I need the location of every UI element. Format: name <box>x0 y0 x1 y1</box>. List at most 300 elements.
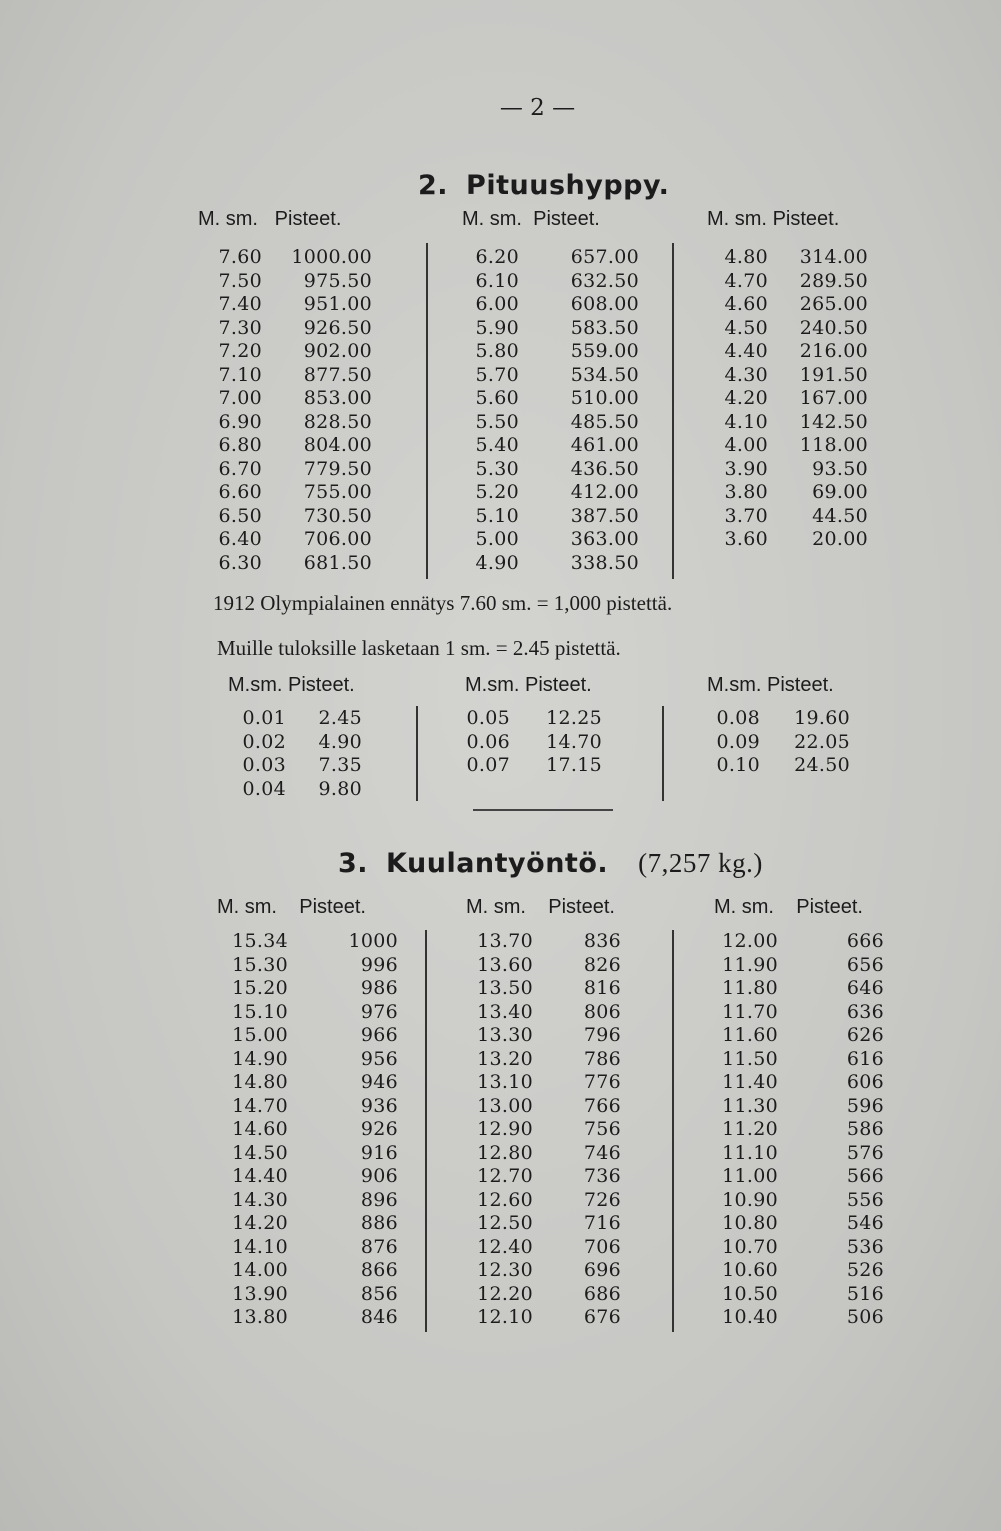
table-row <box>212 458 372 482</box>
points-value: 526 <box>846 1259 884 1281</box>
table-row <box>212 293 372 317</box>
column-divider <box>672 243 674 579</box>
points-value: 387.50 <box>570 504 639 527</box>
points-value: 22.05 <box>794 730 850 753</box>
distance-value: 7.00 <box>218 387 262 409</box>
points-value: 746 <box>583 1141 621 1164</box>
table-row <box>212 364 372 388</box>
table-row <box>212 434 372 458</box>
table-row <box>212 340 372 364</box>
points-value: 1000.00 <box>291 246 372 268</box>
distance-value: 14.40 <box>232 1165 288 1187</box>
table-row <box>224 1306 398 1330</box>
table-row <box>720 1283 884 1307</box>
table-row <box>718 340 868 364</box>
table-row <box>460 707 602 731</box>
distance-value: 0.07 <box>466 754 510 776</box>
table-row <box>224 1189 398 1213</box>
table-row <box>224 1212 398 1236</box>
points-value: 877.50 <box>303 363 372 386</box>
table-row <box>720 1259 884 1283</box>
distance-value: 11.40 <box>722 1071 778 1093</box>
points-value: 730.50 <box>303 504 372 527</box>
column-header <box>462 208 600 231</box>
column-header <box>228 674 355 697</box>
distance-value: 4.80 <box>724 246 768 268</box>
distance-value: 11.10 <box>722 1141 778 1164</box>
distance-value: 10.60 <box>722 1259 778 1281</box>
table-row <box>720 1189 884 1213</box>
distance-value: 15.34 <box>232 930 288 952</box>
results-column <box>469 246 639 575</box>
points-value: 240.50 <box>799 316 868 339</box>
table-row <box>473 1001 621 1025</box>
points-value: 896 <box>360 1188 398 1211</box>
points-value: 926.50 <box>303 316 372 339</box>
distance-value: 10.90 <box>722 1188 778 1211</box>
table-row <box>720 977 884 1001</box>
table-row <box>212 481 372 505</box>
table-row <box>473 1024 621 1048</box>
section-title-kuulantyonto <box>338 848 763 879</box>
distance-value: 7.30 <box>218 316 262 339</box>
distance-value: 3.80 <box>724 481 768 503</box>
distance-value: 0.10 <box>716 754 760 776</box>
table-row <box>212 317 372 341</box>
points-value: 191.50 <box>799 363 868 386</box>
points-value: 975.50 <box>303 269 372 292</box>
table-row <box>473 1189 621 1213</box>
distance-value: 12.70 <box>477 1165 533 1187</box>
distance-value: 7.10 <box>218 363 262 386</box>
distance-value: 0.09 <box>716 730 760 753</box>
table-row <box>469 340 639 364</box>
points-value: 706 <box>583 1235 621 1258</box>
points-value: 216.00 <box>799 340 868 362</box>
distance-value: 5.50 <box>475 410 519 433</box>
points-value: 167.00 <box>799 387 868 409</box>
points-value: 696 <box>583 1259 621 1281</box>
points-value: 806 <box>583 1000 621 1023</box>
distance-value: 6.80 <box>218 434 262 456</box>
points-value: 510.00 <box>570 387 639 409</box>
points-value: 681.50 <box>303 551 372 574</box>
table-row <box>469 411 639 435</box>
section-separator <box>473 809 613 811</box>
table-row <box>212 528 372 552</box>
points-value: 9.80 <box>318 777 362 800</box>
distance-value: 10.40 <box>722 1306 778 1328</box>
distance-value: 14.10 <box>232 1235 288 1258</box>
distance-value: 6.90 <box>218 410 262 433</box>
column-header <box>707 208 839 231</box>
results-column <box>460 707 602 778</box>
results-column <box>473 930 621 1330</box>
points-value: 586 <box>846 1118 884 1140</box>
results-column <box>212 246 372 575</box>
distance-value: 4.30 <box>724 363 768 386</box>
table-row <box>720 1048 884 1072</box>
header-m: M.sm. <box>228 674 283 696</box>
table-row <box>469 270 639 294</box>
points-value: 706.00 <box>303 528 372 550</box>
table-row <box>469 458 639 482</box>
conversion-note: Muille tuloksille lasketaan 1 sm. = 2.45 pistettä. <box>217 636 621 660</box>
distance-value: 3.90 <box>724 457 768 480</box>
header-m: M. sm. <box>707 208 767 230</box>
points-value: 866 <box>360 1259 398 1281</box>
distance-value: 0.05 <box>466 707 510 729</box>
points-value: 951.00 <box>303 293 372 315</box>
distance-value: 13.20 <box>477 1047 533 1070</box>
distance-value: 7.40 <box>218 293 262 315</box>
distance-value: 10.70 <box>722 1235 778 1258</box>
distance-value: 4.40 <box>724 340 768 362</box>
points-value: 576 <box>846 1141 884 1164</box>
table-row <box>460 731 602 755</box>
table-row <box>718 293 868 317</box>
points-value: 566 <box>846 1165 884 1187</box>
points-value: 779.50 <box>303 457 372 480</box>
header-m: M. sm. <box>714 896 774 918</box>
column-divider <box>425 930 427 1332</box>
header-m: M. sm. <box>217 896 277 918</box>
table-row <box>469 505 639 529</box>
table-row <box>473 954 621 978</box>
column-header <box>465 674 592 697</box>
distance-value: 5.70 <box>475 363 519 386</box>
points-value: 93.50 <box>812 457 868 480</box>
distance-value: 13.00 <box>477 1094 533 1117</box>
table-row <box>212 552 372 576</box>
points-value: 804.00 <box>303 434 372 456</box>
table-row <box>226 731 362 755</box>
table-row <box>469 246 639 270</box>
column-divider <box>416 706 418 801</box>
header-m: M. sm. <box>466 896 526 918</box>
points-value: 19.60 <box>794 707 850 729</box>
points-value: 676 <box>583 1306 621 1328</box>
table-row <box>224 1048 398 1072</box>
column-header <box>466 896 615 919</box>
table-row <box>718 528 868 552</box>
table-row <box>718 364 868 388</box>
distance-value: 13.50 <box>477 977 533 999</box>
column-divider <box>672 930 674 1332</box>
section-weight: (7,257 kg.) <box>638 848 763 878</box>
points-value: 436.50 <box>570 457 639 480</box>
distance-value: 5.40 <box>475 434 519 456</box>
table-row <box>469 293 639 317</box>
distance-value: 0.03 <box>242 754 286 776</box>
points-value: 936 <box>360 1094 398 1117</box>
table-row <box>224 954 398 978</box>
distance-value: 3.70 <box>724 504 768 527</box>
points-value: 142.50 <box>799 410 868 433</box>
column-header <box>198 208 341 231</box>
table-row <box>720 1118 884 1142</box>
distance-value: 0.06 <box>466 730 510 753</box>
table-row <box>469 528 639 552</box>
distance-value: 6.00 <box>475 293 519 315</box>
table-row <box>473 977 621 1001</box>
distance-value: 10.50 <box>722 1282 778 1305</box>
section-number: 2. <box>418 170 449 201</box>
points-value: 516 <box>846 1282 884 1305</box>
distance-value: 5.90 <box>475 316 519 339</box>
distance-value: 4.70 <box>724 269 768 292</box>
distance-value: 13.90 <box>232 1282 288 1305</box>
points-value: 846 <box>360 1306 398 1328</box>
distance-value: 12.60 <box>477 1188 533 1211</box>
points-value: 4.90 <box>318 730 362 753</box>
table-row <box>720 1165 884 1189</box>
points-value: 755.00 <box>303 481 372 503</box>
table-row <box>720 1071 884 1095</box>
page-number: — 2 — <box>499 95 576 121</box>
header-p: Pisteet. <box>767 674 834 696</box>
points-value: 726 <box>583 1188 621 1211</box>
distance-value: 13.30 <box>477 1024 533 1046</box>
distance-value: 6.70 <box>218 457 262 480</box>
points-value: 816 <box>583 977 621 999</box>
table-row <box>473 1048 621 1072</box>
distance-value: 6.30 <box>218 551 262 574</box>
points-value: 756 <box>583 1118 621 1140</box>
distance-value: 4.20 <box>724 387 768 409</box>
distance-value: 5.20 <box>475 481 519 503</box>
distance-value: 14.70 <box>232 1094 288 1117</box>
distance-value: 15.00 <box>232 1024 288 1046</box>
points-value: 836 <box>583 930 621 952</box>
distance-value: 4.50 <box>724 316 768 339</box>
points-value: 583.50 <box>570 316 639 339</box>
points-value: 265.00 <box>799 293 868 315</box>
table-row <box>226 754 362 778</box>
distance-value: 6.60 <box>218 481 262 503</box>
table-row <box>702 731 850 755</box>
table-row <box>720 1095 884 1119</box>
points-value: 338.50 <box>570 551 639 574</box>
table-row <box>473 1259 621 1283</box>
table-row <box>224 1071 398 1095</box>
points-value: 976 <box>360 1000 398 1023</box>
distance-value: 11.00 <box>722 1165 778 1187</box>
distance-value: 3.60 <box>724 528 768 550</box>
table-row <box>226 707 362 731</box>
distance-value: 5.60 <box>475 387 519 409</box>
table-row <box>473 1212 621 1236</box>
table-row <box>224 977 398 1001</box>
table-row <box>720 1142 884 1166</box>
points-value: 556 <box>846 1188 884 1211</box>
points-value: 626 <box>846 1024 884 1046</box>
points-value: 776 <box>583 1071 621 1093</box>
distance-value: 7.60 <box>218 246 262 268</box>
distance-value: 11.60 <box>722 1024 778 1046</box>
table-row <box>720 1212 884 1236</box>
distance-value: 14.90 <box>232 1047 288 1070</box>
table-row <box>212 387 372 411</box>
points-value: 412.00 <box>570 481 639 503</box>
points-value: 686 <box>583 1282 621 1305</box>
points-value: 559.00 <box>570 340 639 362</box>
points-value: 20.00 <box>812 528 868 550</box>
distance-value: 11.90 <box>722 953 778 976</box>
section-name: Kuulantyöntö. <box>386 848 609 879</box>
table-row <box>469 434 639 458</box>
distance-value: 13.70 <box>477 930 533 952</box>
table-row <box>473 1118 621 1142</box>
distance-value: 6.20 <box>475 246 519 268</box>
table-row <box>469 481 639 505</box>
points-value: 902.00 <box>303 340 372 362</box>
points-value: 657.00 <box>570 246 639 268</box>
points-value: 656 <box>846 953 884 976</box>
table-row <box>718 411 868 435</box>
header-p: Pisteet. <box>548 896 615 918</box>
distance-value: 4.60 <box>724 293 768 315</box>
points-value: 606 <box>846 1071 884 1093</box>
results-column <box>224 930 398 1330</box>
distance-value: 11.30 <box>722 1094 778 1117</box>
column-header <box>714 896 863 919</box>
distance-value: 11.80 <box>722 977 778 999</box>
points-value: 646 <box>846 977 884 999</box>
points-value: 946 <box>360 1071 398 1093</box>
distance-value: 5.00 <box>475 528 519 550</box>
distance-value: 4.10 <box>724 410 768 433</box>
distance-value: 13.60 <box>477 953 533 976</box>
table-row <box>469 552 639 576</box>
distance-value: 13.80 <box>232 1306 288 1328</box>
distance-value: 12.00 <box>722 930 778 952</box>
distance-value: 0.01 <box>242 707 286 729</box>
points-value: 485.50 <box>570 410 639 433</box>
header-m: M.sm. <box>707 674 762 696</box>
table-row <box>212 505 372 529</box>
distance-value: 0.02 <box>242 730 286 753</box>
table-row <box>226 778 362 802</box>
distance-value: 5.30 <box>475 457 519 480</box>
distance-value: 7.20 <box>218 340 262 362</box>
table-row <box>473 1071 621 1095</box>
column-divider <box>426 243 428 579</box>
header-p: Pisteet. <box>772 208 840 230</box>
points-value: 736 <box>583 1165 621 1187</box>
points-value: 289.50 <box>799 269 868 292</box>
distance-value: 14.00 <box>232 1259 288 1281</box>
table-row <box>720 1306 884 1330</box>
table-row <box>720 1024 884 1048</box>
header-p: Pisteet. <box>274 208 342 230</box>
distance-value: 12.50 <box>477 1212 533 1234</box>
distance-value: 0.04 <box>242 777 286 800</box>
table-row <box>224 1095 398 1119</box>
distance-value: 7.50 <box>218 269 262 292</box>
distance-value: 15.30 <box>232 953 288 976</box>
table-row <box>224 1142 398 1166</box>
table-row <box>473 1095 621 1119</box>
table-row <box>473 1306 621 1330</box>
table-row <box>469 364 639 388</box>
distance-value: 15.20 <box>232 977 288 999</box>
distance-value: 15.10 <box>232 1000 288 1023</box>
results-column <box>718 246 868 552</box>
points-value: 534.50 <box>570 363 639 386</box>
results-column <box>720 930 884 1330</box>
points-value: 853.00 <box>303 387 372 409</box>
table-row <box>473 930 621 954</box>
points-value: 1000 <box>348 930 398 952</box>
distance-value: 14.80 <box>232 1071 288 1093</box>
table-row <box>212 270 372 294</box>
distance-value: 11.70 <box>722 1000 778 1023</box>
table-row <box>720 1001 884 1025</box>
table-row <box>718 481 868 505</box>
points-value: 916 <box>360 1141 398 1164</box>
points-value: 876 <box>360 1235 398 1258</box>
points-value: 461.00 <box>570 434 639 456</box>
table-row <box>224 1024 398 1048</box>
header-m: M. sm. <box>462 208 522 230</box>
table-row <box>473 1283 621 1307</box>
distance-value: 12.10 <box>477 1306 533 1328</box>
table-row <box>718 270 868 294</box>
section-number: 3. <box>338 848 369 879</box>
column-divider <box>662 706 664 801</box>
distance-value: 11.20 <box>722 1118 778 1140</box>
points-value: 616 <box>846 1047 884 1070</box>
points-value: 786 <box>583 1047 621 1070</box>
distance-value: 14.60 <box>232 1118 288 1140</box>
points-value: 826 <box>583 953 621 976</box>
table-row <box>718 387 868 411</box>
points-value: 956 <box>360 1047 398 1070</box>
distance-value: 14.20 <box>232 1212 288 1234</box>
distance-value: 14.50 <box>232 1141 288 1164</box>
points-value: 766 <box>583 1094 621 1117</box>
distance-value: 12.80 <box>477 1141 533 1164</box>
header-m: M.sm. <box>465 674 520 696</box>
distance-value: 13.10 <box>477 1071 533 1093</box>
points-value: 17.15 <box>546 754 602 776</box>
table-row <box>224 1165 398 1189</box>
points-value: 828.50 <box>303 410 372 433</box>
points-value: 69.00 <box>812 481 868 503</box>
table-row <box>212 411 372 435</box>
distance-value: 12.40 <box>477 1235 533 1258</box>
table-row <box>460 754 602 778</box>
points-value: 856 <box>360 1282 398 1305</box>
table-row <box>718 458 868 482</box>
table-row <box>224 1118 398 1142</box>
points-value: 14.70 <box>546 730 602 753</box>
section-name: Pituushyppy. <box>466 170 670 201</box>
column-header <box>707 674 834 697</box>
column-header <box>217 896 366 919</box>
distance-value: 4.90 <box>475 551 519 574</box>
points-value: 546 <box>846 1212 884 1234</box>
header-p: Pisteet. <box>533 208 600 230</box>
distance-value: 6.40 <box>218 528 262 550</box>
points-value: 966 <box>360 1024 398 1046</box>
points-value: 886 <box>360 1212 398 1234</box>
table-row <box>720 954 884 978</box>
header-p: Pisteet. <box>299 896 366 918</box>
table-row <box>473 1142 621 1166</box>
points-value: 632.50 <box>570 269 639 292</box>
